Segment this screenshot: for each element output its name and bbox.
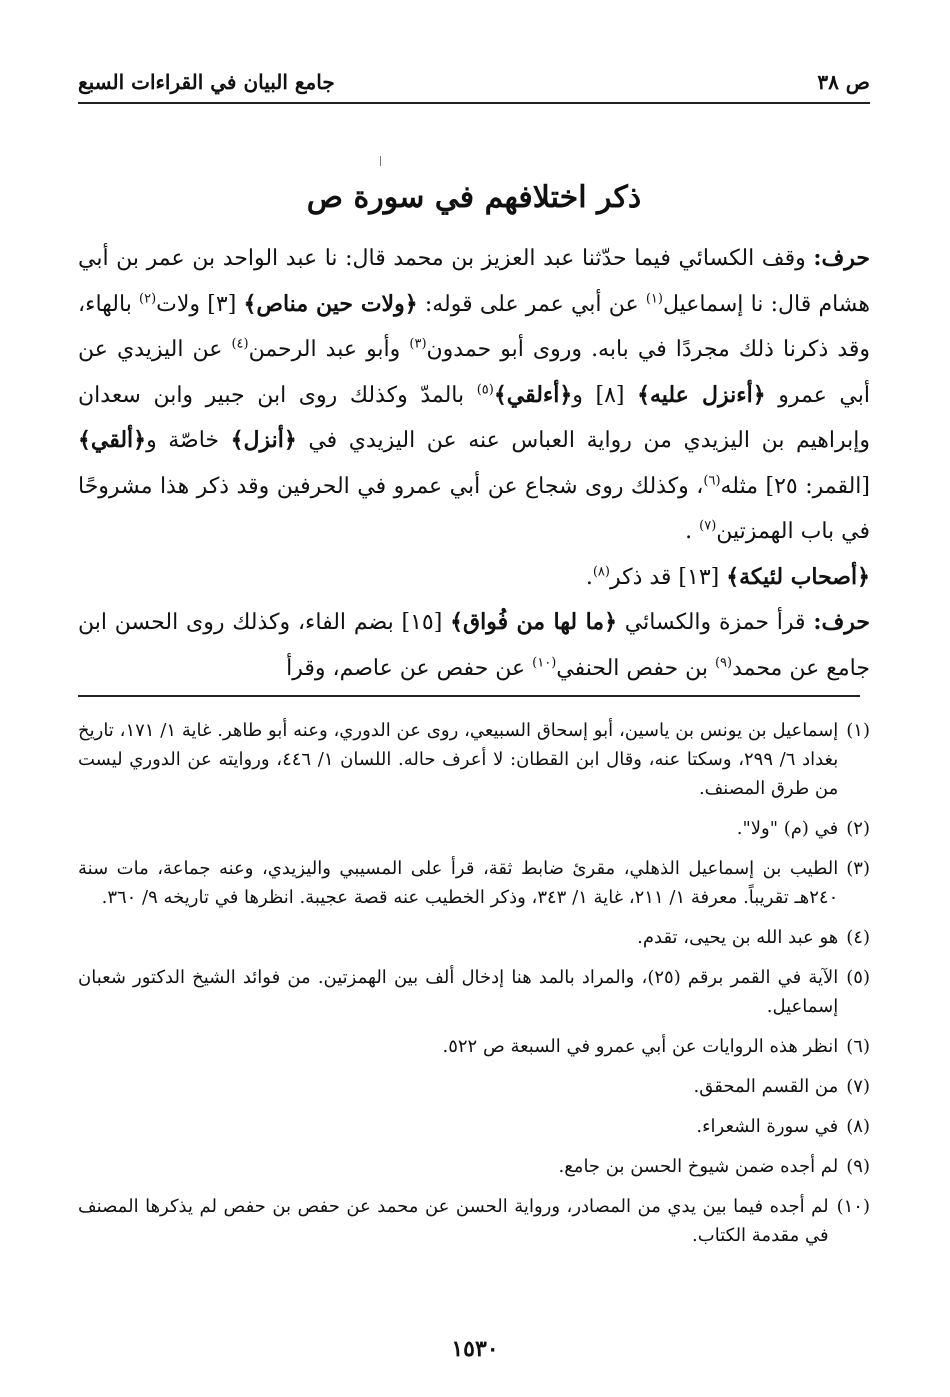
quran-quote: ﴿أنزل﴾ xyxy=(230,427,297,453)
text-run: عن حفص عن عاصم، وقرأ xyxy=(286,655,533,681)
footnote-number: (٦) xyxy=(846,1036,870,1057)
footnote-ref: (٧) xyxy=(699,518,717,534)
paragraph xyxy=(78,555,870,601)
text-run: [١٥] بضم الفاء، وكذلك روى الحسن ابن جامع عن محمد xyxy=(78,610,870,681)
text-run: عن أبي عمر على قوله: xyxy=(417,291,646,317)
text-run: ، وكذلك روى شجاع عن أبي عمرو في الحرفين وقد ذكر هذا مشروحًا في باب الهمزتين xyxy=(78,473,870,544)
footnote-text: من القسم المحقق. xyxy=(693,1076,839,1097)
footnote xyxy=(78,1152,870,1181)
footnote-ref: (٥) xyxy=(476,382,494,398)
text-run: عن اليزيدي عن أبي عمرو xyxy=(78,337,870,408)
printer-mark xyxy=(380,156,381,166)
footnote-number: (٤) xyxy=(846,927,870,948)
text-run: قرأ حمزة والكسائي xyxy=(616,610,814,635)
footnote-number: (٢) xyxy=(846,818,870,839)
footnote-ref: (٨) xyxy=(592,564,610,580)
entry-term: حرف: xyxy=(813,245,870,271)
footnote-separator xyxy=(78,695,860,697)
paragraph xyxy=(78,236,870,555)
footnote-ref: (١٠) xyxy=(532,655,557,671)
footnote-text: في سورة الشعراء. xyxy=(696,1116,839,1137)
footnote xyxy=(78,854,870,912)
footnote xyxy=(78,716,870,803)
header-book-title: جامع البيان في القراءات السبع xyxy=(78,70,335,94)
footnote-ref: (٩) xyxy=(714,655,733,671)
text-run: خاصّة و xyxy=(146,428,231,453)
footnote xyxy=(78,814,870,843)
quran-quote: ﴿أءنزل عليه﴾ xyxy=(637,381,766,408)
footnote-number: (٣) xyxy=(846,858,870,879)
footnote-number: (٨) xyxy=(846,1116,870,1137)
footnote-number: (١) xyxy=(846,720,870,741)
text-run: بالهاء، وقد ذكرنا ذلك مجردًا في بابه. وروى أبو حمدون xyxy=(78,291,871,362)
footnote-ref: (٤) xyxy=(231,336,249,352)
running-header xyxy=(78,68,870,104)
quran-quote: ﴿ما لها من فُواق﴾ xyxy=(450,609,617,635)
footnote-text: لم أجده فيما بين يدي من المصادر، ورواية الحسن عن محمد عن حفص بن حفص لم يذكرها المصنف في مقدمة الكتاب. xyxy=(78,1196,829,1246)
footnote xyxy=(78,1072,870,1101)
text-run: بالمدّ وكذلك روى ابن جبير وابن سعدان وإبراهيم بن اليزيدي من رواية العباس عنه عن اليزيدي في xyxy=(78,382,871,453)
footnote-text: الآية في القمر برقم (٢٥)، والمراد بالمد هنا إدخال ألف بين الهمزتين. من فوائد الشيخ الدكتور شعبان إسماعيل. xyxy=(78,967,839,1017)
footnote-text: إسماعيل بن يونس بن ياسين، أبو إسحاق السبيعي، روى عن الدوري، وعنه أبو طاهر. غاية ١/ ١٧١، تاريخ بغداد ٦/ ٢٩٩، وسكتا عنه، وقال ابن القطان: لا أعرف حاله. اللسان ١/ ٤٤٦، وروايته عن الدوري ليست من طرق المصنف. xyxy=(78,720,839,799)
footnote-ref: (٣) xyxy=(409,336,427,352)
text-run: [٣] ولات xyxy=(156,291,244,317)
footnote-ref: (٦) xyxy=(703,473,721,489)
quran-quote: ﴿أءلقي﴾ xyxy=(493,381,573,408)
footnote-text: الطيب بن إسماعيل الذهلي، مقرئ ضابط ثقة، قرأ على المسيبي واليزيدي، وعنه جماعة، مات سنة ٢٤٠هـ تقريباً. معرفة ١/ ٢١١، غاية ١/ ٣٤٣، وذكر الخطيب عنه قصة عجيبة. انظرها في تاريخه ٩/ ٣٦٠. xyxy=(78,858,839,908)
footnote-text: هو عبد الله بن يحيى، تقدم. xyxy=(637,927,839,948)
footnote-text: في (م) "ولا". xyxy=(736,818,839,839)
footnote xyxy=(78,1192,870,1250)
footnote-number: (٧) xyxy=(846,1076,870,1097)
text-run: [٨] و xyxy=(572,382,638,408)
chapter-title: ذكر اختلافهم في سورة ص xyxy=(306,180,642,215)
footnote-number: (٩) xyxy=(846,1156,870,1177)
text-run: وأبو عبد الرحمن xyxy=(248,337,410,362)
text-run: وقف الكسائي فيما حدّثنا عبد العزيز بن محمد قال: نا عبد الواحد بن عمر بن أبي هشام قال: نا إسماعيل xyxy=(78,246,870,317)
header-page-label: ص ٣٨ xyxy=(817,70,870,94)
text-run: [١٣] قد ذكر xyxy=(609,564,727,590)
footnote-number: (٥) xyxy=(846,967,870,988)
quran-quote: ﴿أصحاب لئيكة﴾ xyxy=(726,563,870,590)
footnote xyxy=(78,963,870,1021)
main-text xyxy=(78,236,870,691)
text-run: . xyxy=(585,564,593,590)
footnote-ref: (٢) xyxy=(139,291,157,307)
paragraph xyxy=(78,600,870,691)
footnote-ref: (١) xyxy=(645,291,663,307)
footnote-number: (١٠) xyxy=(836,1196,870,1217)
text-run: [القمر: ٢٥] مثله xyxy=(720,473,870,499)
footnote-text: انظر هذه الروايات عن أبي عمرو في السبعة ص ٥٢٢. xyxy=(442,1036,839,1057)
quran-quote: ﴿ولات حين مناص﴾ xyxy=(243,290,418,317)
entry-term: حرف: xyxy=(813,609,870,635)
text-run: . xyxy=(685,519,700,544)
footnote xyxy=(78,1032,870,1061)
quran-quote: ﴿ألقي﴾ xyxy=(78,427,147,453)
footnotes xyxy=(78,716,870,1261)
footnote xyxy=(78,923,870,952)
footnote-text: لم أجده ضمن شيوخ الحسن بن جامع. xyxy=(558,1156,839,1177)
folio-number: ١٥٣٠ xyxy=(451,1336,499,1362)
text-run: بن حفص الحنفي xyxy=(556,655,715,681)
footnote xyxy=(78,1112,870,1141)
